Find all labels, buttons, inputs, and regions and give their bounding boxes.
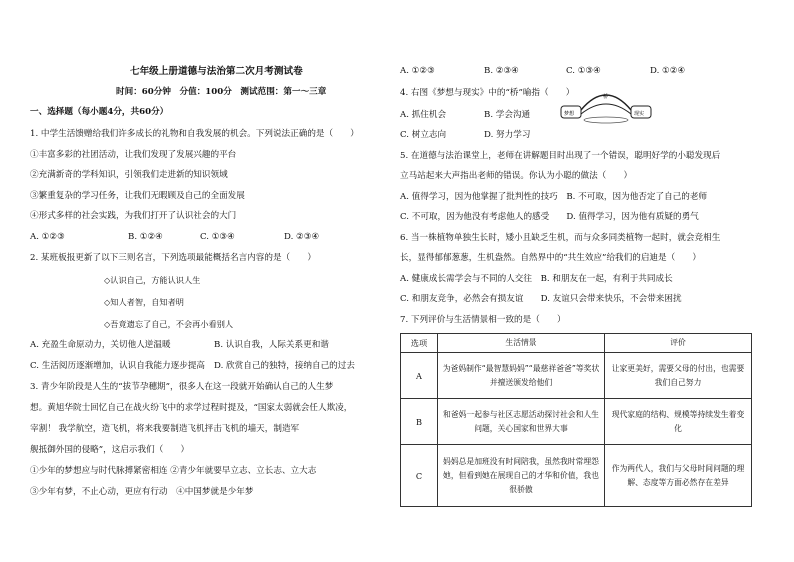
row-situation: 和爸妈一起参与社区志愿活动探讨社会和人生问题，关心国家和世界大事 <box>438 399 605 445</box>
q7-table <box>400 333 752 507</box>
q1-item: ④形式多样的社会实践，为我们打开了认识社会的大门 <box>30 211 237 221</box>
bridge-label-bridge: 桥 <box>603 94 609 100</box>
q2-option-d[interactable]: D. 欣赏自己的独特，接纳自己的过去 <box>214 361 355 371</box>
q1-item: ③繁重复杂的学习任务，让我们无暇顾及自己的全面发展 <box>30 191 245 201</box>
q3-line: 想。黄旭华院士回忆自己在战火纷飞中的求学过程时提及，“国家太弱就会任人欺凌， <box>30 403 353 413</box>
q6-line: 长，显得郁郁葱葱，生机盎然。自然界中的“共生效应”给我们的启迪是（ ） <box>400 253 701 263</box>
q3-option-a[interactable]: A. ①②③ <box>400 66 435 76</box>
row-option: C <box>401 445 438 507</box>
q4-option-a[interactable]: A. 抓住机会 <box>400 110 447 120</box>
q2-option-b[interactable]: B. 认识自我，人际关系更和谐 <box>214 340 329 350</box>
q5-options-ab[interactable]: A. 值得学习，因为他掌握了批判性的技巧 B. 不可取，因为他否定了自己的老师 <box>400 192 708 202</box>
q5-options-cd[interactable]: C. 不可取，因为他没有考虑他人的感受 D. 值得学习，因为他有质疑的勇气 <box>400 212 699 222</box>
bridge-illustration <box>560 86 652 126</box>
q4-option-c[interactable]: C. 树立志向 <box>400 130 447 140</box>
q5-line: 5. 在道德与法治课堂上，老师在讲解题目时出现了一个错误，聪明好学的小聪发现后 <box>400 151 721 161</box>
q2-quote: ◇吾竟遗忘了自己，不会再小看别人 <box>104 319 234 329</box>
q2-option-a[interactable]: A. 充盈生命原动力，关切他人逆温暖 <box>30 340 171 350</box>
bridge-label-dream: 梦想 <box>564 111 575 117</box>
section-heading: 一、选择题（每小题4分，共60分） <box>30 107 169 117</box>
q1-option-d[interactable]: D. ②③④ <box>284 232 320 242</box>
row-option: A <box>401 353 438 399</box>
row-situation: 妈妈总是加班没有时间陪我，虽然我时常埋怨她，但看到她在展现自己的才华和价值，我也很骄傲 <box>438 445 605 507</box>
q1-option-a[interactable]: A. ①②③ <box>30 232 65 242</box>
q1-item: ①丰富多彩的社团活动，让我们发现了发展兴趣的平台 <box>30 150 237 160</box>
q1-option-b[interactable]: B. ①②④ <box>128 232 163 242</box>
q4-option-d[interactable]: D. 努力学习 <box>484 130 531 140</box>
q2-option-c[interactable]: C. 生活阅历逐渐增加，认识自我能力逐步提高 <box>30 361 206 371</box>
table-header: 选项 <box>401 334 438 353</box>
row-evaluation: 让家更美好，需要父母的付出，也需要我们自己努力 <box>605 353 752 399</box>
q3-option-c[interactable]: C. ①③④ <box>566 66 601 76</box>
table-header: 生活情景 <box>438 334 605 353</box>
q3-item: ③少年有梦，不止心动，更应有行动 ④中国梦就是少年梦 <box>30 487 254 497</box>
table-row[interactable] <box>401 399 752 445</box>
q3-option-d[interactable]: D. ①②④ <box>650 66 686 76</box>
table-row[interactable] <box>401 445 752 507</box>
q7-stem: 7. 下列评价与生活情景相一致的是（ ） <box>400 315 566 325</box>
q3-line: 宰割！ 我学航空，造飞机，将来我要制造飞机抨击飞机的墙天，制造军 <box>30 424 300 434</box>
row-evaluation: 现代家庭的结构、规模等持续发生着变化 <box>605 399 752 445</box>
bridge-label-reality: 现实 <box>634 111 645 117</box>
exam-meta: 时间：60分钟 分值：100分 测试范围：第一～三章 <box>116 87 327 97</box>
q2-quote: ◇知人者智，自知者明 <box>104 297 184 307</box>
q2-quote: ◇认识自己，方能认识人生 <box>104 275 201 285</box>
q1-stem: 1. 中学生活馈赠给我们许多成长的礼物和自我发展的机会。下列说法正确的是（ ） <box>30 129 359 139</box>
q4-option-b[interactable]: B. 学会沟通 <box>484 110 531 120</box>
table-header-row <box>401 334 752 353</box>
row-evaluation: 作为两代人，我们与父母时间问题的理解、态度等方面必然存在差异 <box>605 445 752 507</box>
q2-stem: 2. 某班板报更新了以下三则名言，下列选项最能概括名言内容的是（ ） <box>30 253 316 263</box>
q3-item: ①少年的梦想应与时代脉搏紧密相连 ②青少年就要早立志、立长志、立大志 <box>30 466 317 476</box>
row-option: B <box>401 399 438 445</box>
q5-line: 立马站起来大声指出老师的错误。你认为小聪的做法（ ） <box>400 171 633 181</box>
q3-option-b[interactable]: B. ②③④ <box>484 66 519 76</box>
q6-line: 6. 当一株植物单独生长时，矮小且缺乏生机，而与众多同类植物一起时，就会竞相生 <box>400 233 721 243</box>
paper-title: 七年级上册道德与法治第二次月考测试卷 <box>130 66 303 77</box>
q6-options-ab[interactable]: A. 健康成长需学会与不同的人交往 B. 和朋友在一起，有利于共同成长 <box>400 274 673 284</box>
q3-line: 舰抵御外国的侵略”，这启示我们（ ） <box>30 445 190 455</box>
q6-options-cd[interactable]: C. 和朋友竞争，必然会有损友谊 D. 友谊只会带来快乐，不会带来困扰 <box>400 294 682 304</box>
q1-item: ②充满新奇的学科知识，引领我们走进新的知识领域 <box>30 170 228 180</box>
q1-option-c[interactable]: C. ①③④ <box>200 232 235 242</box>
q4-stem: 4. 右图《梦想与现实》中的“桥”喻指（ ） <box>400 88 575 98</box>
table-header: 评价 <box>605 334 752 353</box>
table-row[interactable] <box>401 353 752 399</box>
q3-line: 3. 青少年阶段是人生的“拔节孕穗期”，很多人在这一段就开始确认自己的人生梦 <box>30 382 334 392</box>
row-situation: 为爸妈制作“最智慧妈妈”“最慈祥爸爸”等奖状并擅送颁发给他们 <box>438 353 605 399</box>
